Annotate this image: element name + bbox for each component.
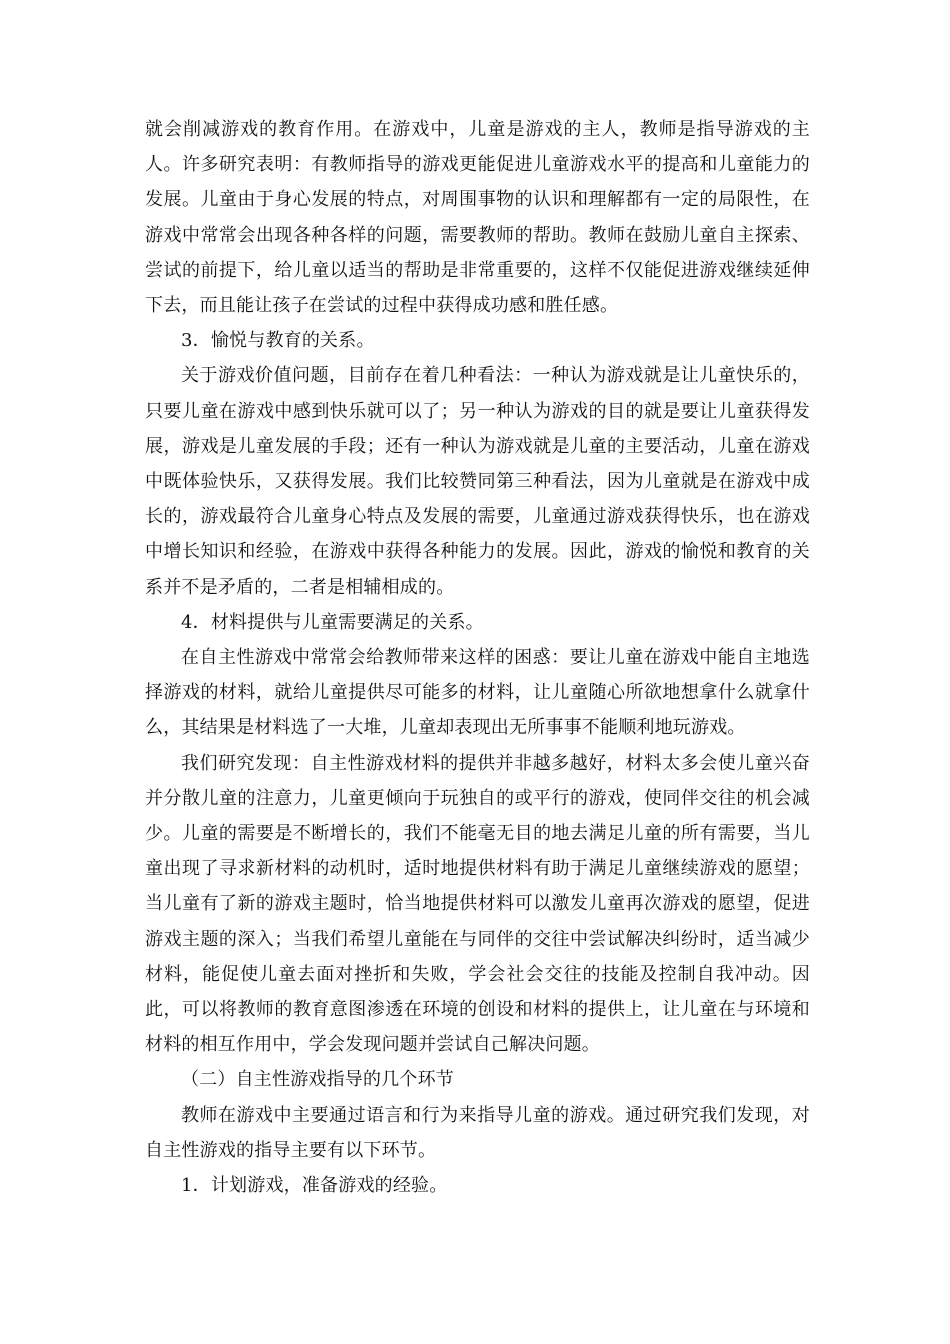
body-paragraph: 关于游戏价值问题，目前存在着几种看法：一种认为游戏就是让儿童快乐的，只要儿童在游戏中感到快乐就可以了；另一种认为游戏的目的就是要让儿童获得发展，游戏是儿童发展的手段；还有一种认为游戏就是儿童的主要活动，儿童在游戏中既体验快乐，又获得发展。我们比较赞同第三种看法，因为儿童就是在游戏中成长的，游戏最符合儿童身心特点及发展的需要，儿童通过游戏获得快乐，也在游戏中增长知识和经验，在游戏中获得各种能力的发展。因此，游戏的愉悦和教育的关系并不是矛盾的，二者是相辅相成的。 (145, 365, 810, 598)
section-heading: 1．计划游戏，准备游戏的经验。 (181, 1175, 448, 1197)
section-heading: 4．材料提供与儿童需要满足的关系。 (181, 611, 484, 633)
section-heading: 3．愉悦与教育的关系。 (181, 330, 375, 352)
document-page (145, 112, 810, 1203)
body-paragraph: 在自主性游戏中常常会给教师带来这样的困惑：要让儿童在游戏中能自主地选择游戏的材料，就给儿童提供尽可能多的材料，让儿童随心所欲地想拿什么就拿什么，其结果是材料选了一大堆，儿童却表现出无所事事不能顺利地玩游戏。 (145, 647, 810, 739)
body-paragraph: 教师在游戏中主要通过语言和行为来指导儿童的游戏。通过研究我们发现，对自主性游戏的指导主要有以下环节。 (145, 1104, 810, 1161)
section-heading: （二）自主性游戏指导的几个环节 (181, 1069, 454, 1091)
body-paragraph: 就会削减游戏的教育作用。在游戏中，儿童是游戏的主人，教师是指导游戏的主人。许多研究表明：有教师指导的游戏更能促进儿童游戏水平的提高和儿童能力的发展。儿童由于身心发展的特点，对周围事物的认识和理解都有一定的局限性，在游戏中常常会出现各种各样的问题，需要教师的帮助。教师在鼓励儿童自主探索、尝试的前提下，给儿童以适当的帮助是非常重要的，这样不仅能促进游戏继续延伸下去，而且能让孩子在尝试的过程中获得成功感和胜任感。 (145, 119, 810, 317)
body-paragraph: 我们研究发现：自主性游戏材料的提供并非越多越好，材料太多会使儿童兴奋并分散儿童的注意力，儿童更倾向于玩独自的或平行的游戏，使同伴交往的机会减少。儿童的需要是不断增长的，我们不能毫无目的地去满足儿童的所有需要，当儿童出现了寻求新材料的动机时，适时地提供材料有助于满足儿童继续游戏的愿望；当儿童有了新的游戏主题时，恰当地提供材料可以激发儿童再次游戏的愿望，促进游戏主题的深入；当我们希望儿童能在与同伴的交往中尝试解决纠纷时，适当减少材料，能促使儿童去面对挫折和失败，学会社会交往的技能及控制自我冲动。因此，可以将教师的教育意图渗透在环境的创设和材料的提供上，让儿童在与环境和材料的相互作用中，学会发现问题并尝试自己解决问题。 (145, 752, 810, 1056)
